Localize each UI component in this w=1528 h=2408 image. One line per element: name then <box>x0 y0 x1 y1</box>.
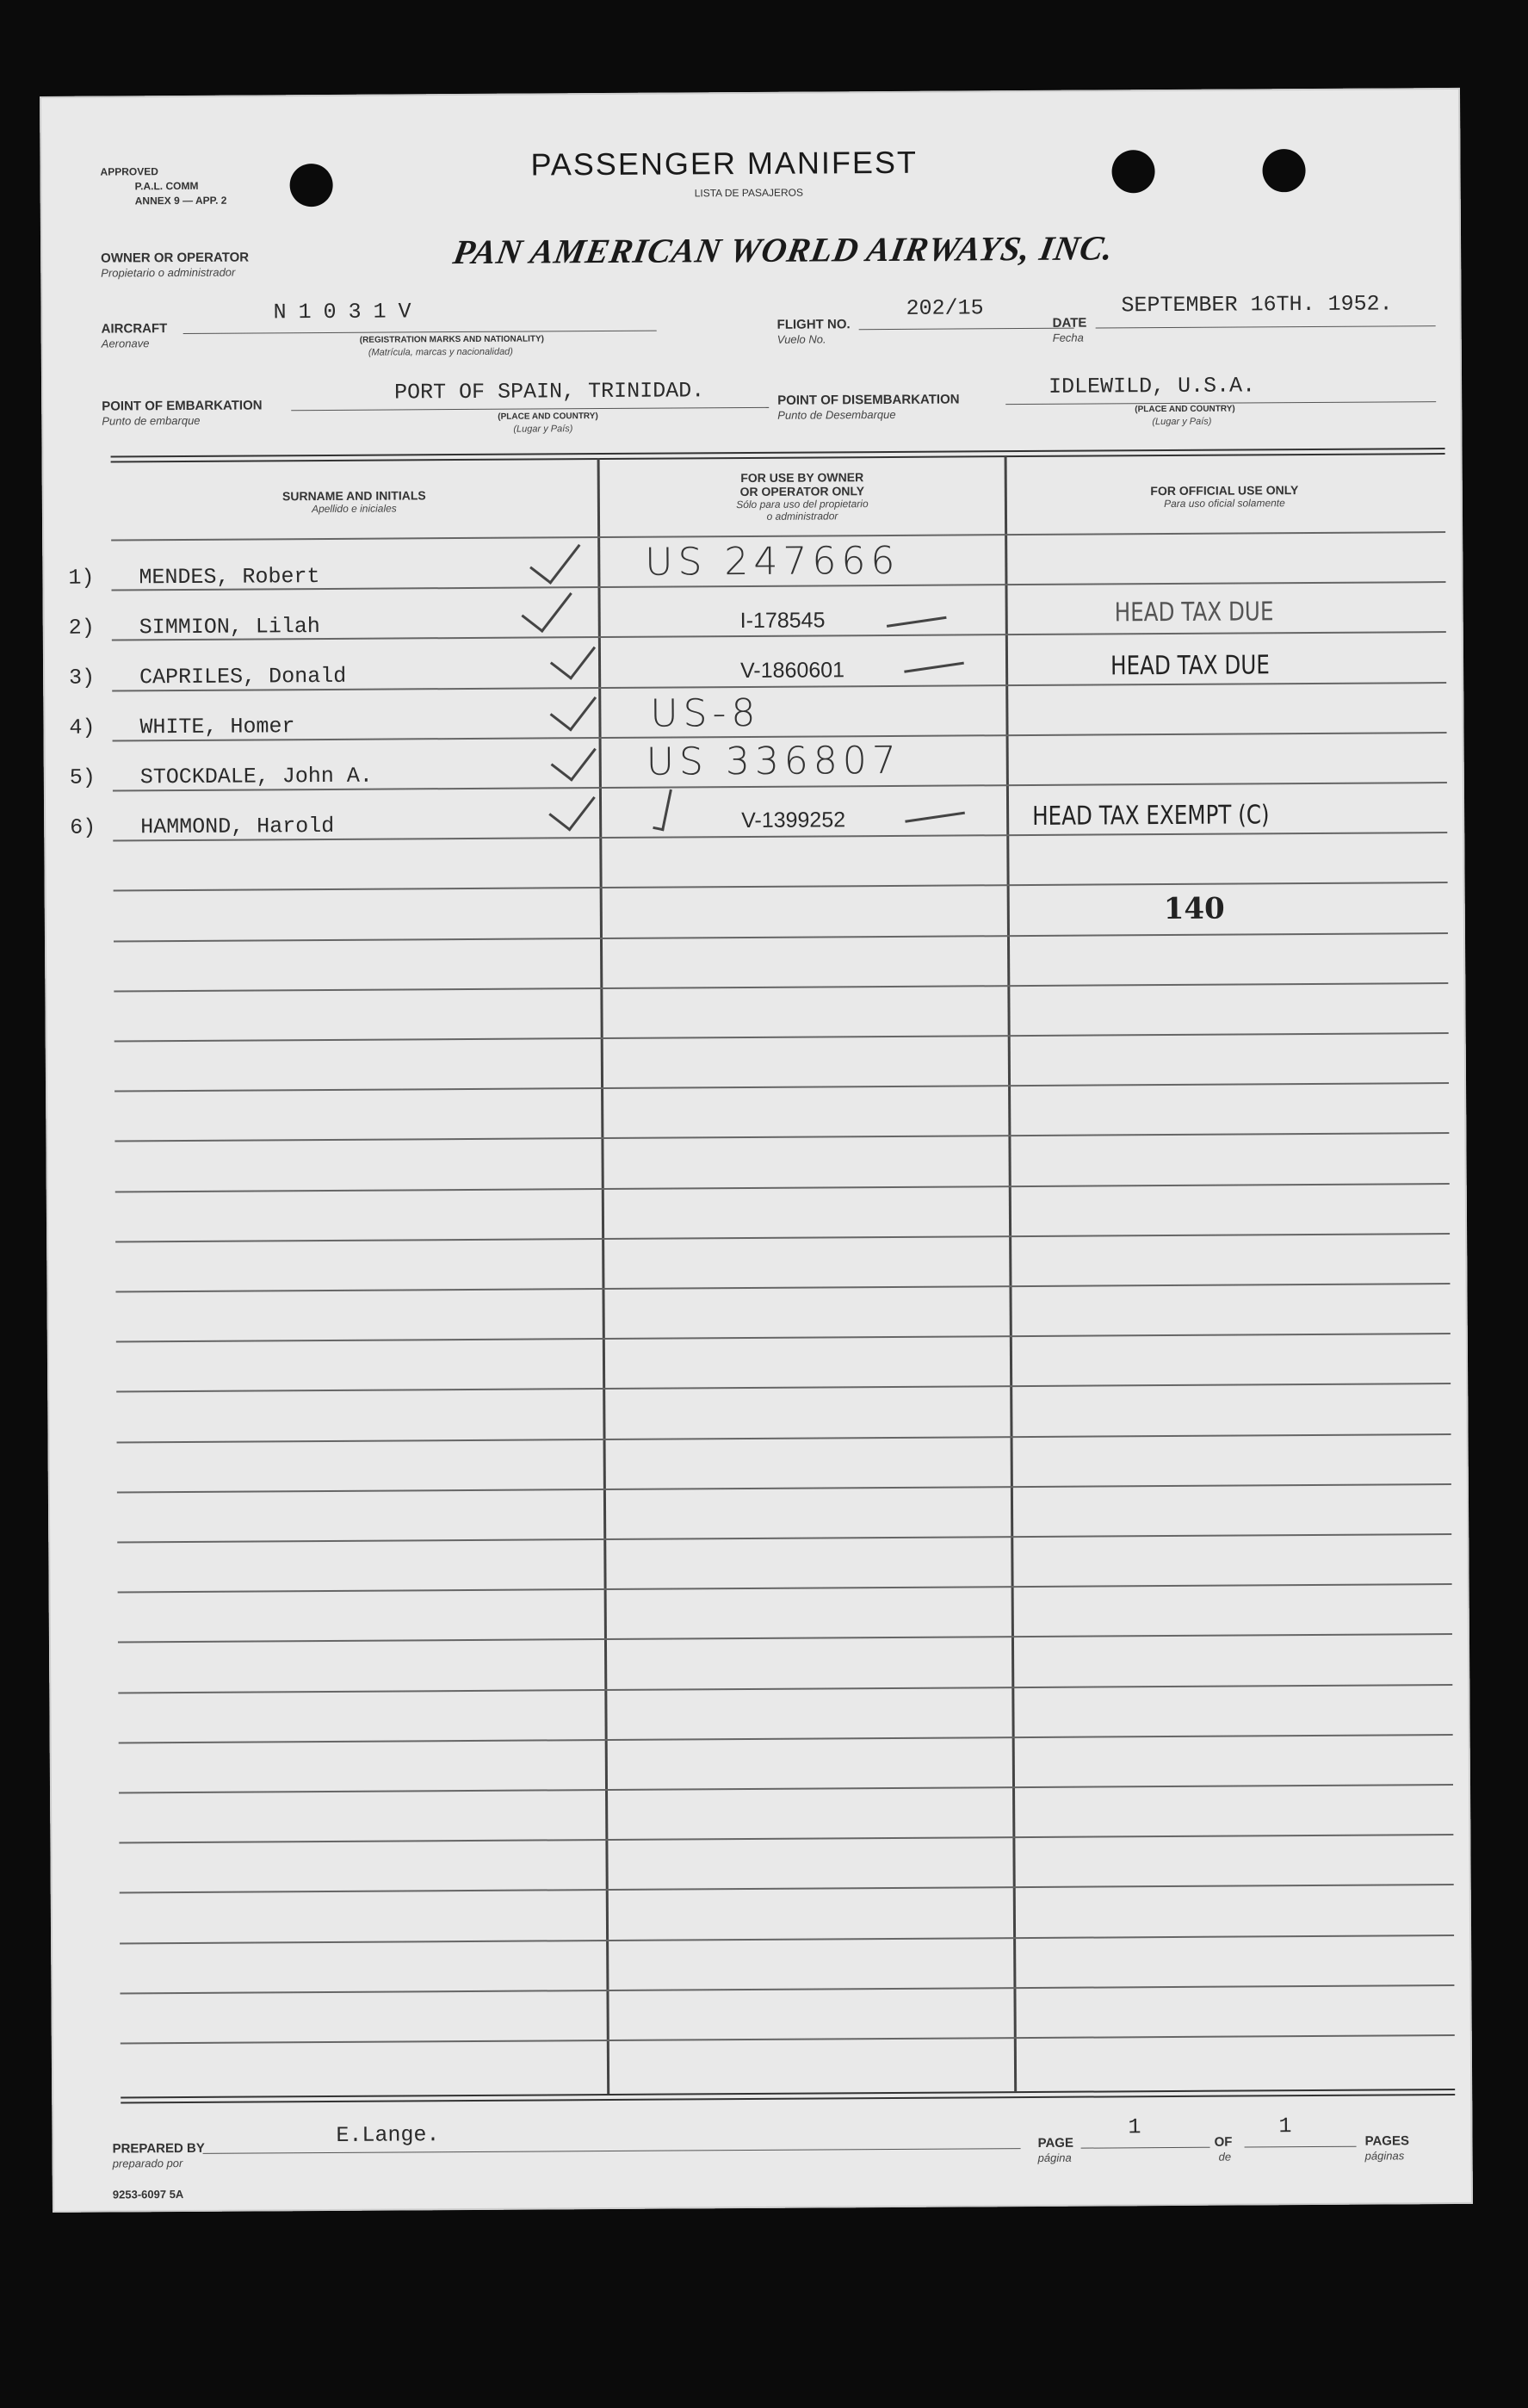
row-rule <box>116 1383 1451 1392</box>
row-rule <box>118 1684 1452 1693</box>
flight-label-es: Vuelo No. <box>776 332 826 346</box>
row-number: 4) <box>69 715 96 740</box>
row-rule <box>120 1934 1454 1944</box>
of-label-es: de <box>1218 2150 1232 2163</box>
approval-line: P.A.L. COMM <box>134 179 199 193</box>
dash-mark <box>905 812 965 823</box>
embarkation-underline <box>291 407 769 411</box>
disembarkation-label-es: Punto de Desembarque <box>777 407 896 422</box>
flight-underline <box>859 328 1074 331</box>
col-header-text-es: Sólo para uso del propietario <box>736 498 869 511</box>
row-rule <box>120 1884 1454 1893</box>
row-rule <box>119 1834 1453 1843</box>
row-rule <box>121 2034 1455 2044</box>
official-entry: HEAD TAX DUE <box>1114 597 1274 628</box>
row-number: 2) <box>68 615 95 641</box>
registration-note: (REGISTRATION MARKS AND NATIONALITY) <box>359 334 545 345</box>
operator-entry: US 336807 <box>646 738 901 784</box>
form-number: 9253-6097 5A <box>112 2188 184 2201</box>
official-entry: HEAD TAX EXEMPT (C) <box>1032 800 1270 832</box>
approval-block <box>100 164 226 209</box>
col-header-text-es: Para uso oficial solamente <box>1163 497 1285 511</box>
owner-label: OWNER OR OPERATOR <box>101 250 250 266</box>
flight-label: FLIGHT NO. <box>776 317 851 332</box>
row-rule <box>115 1183 1450 1192</box>
col-header-official <box>1007 482 1442 511</box>
passenger-name: CAPRILES, Donald <box>139 663 347 690</box>
form-title-es: LISTA DE PASAJEROS <box>694 186 804 200</box>
pages-label-es: páginas <box>1364 2149 1405 2163</box>
official-total: 140 <box>1163 891 1225 927</box>
of-underline <box>1245 2146 1357 2148</box>
registration-note-es: (Matrícula, marcas y nacionalidad) <box>368 346 513 358</box>
operator-entry: I-178545 <box>739 608 826 634</box>
row-rule <box>114 932 1448 942</box>
row-rule <box>118 1583 1452 1593</box>
operator-entry: V-1399252 <box>741 808 846 833</box>
aircraft-value: N1031V <box>273 299 424 325</box>
row-rule <box>118 1633 1452 1643</box>
row-number: 1) <box>68 565 95 591</box>
row-number: 3) <box>69 665 96 690</box>
dash-mark <box>904 662 964 673</box>
approval-line: ANNEX 9 — APP. 2 <box>134 194 227 207</box>
aircraft-label-es: Aeronave <box>101 337 150 350</box>
row-number: 6) <box>70 814 96 840</box>
date-label-es: Fecha <box>1052 331 1084 344</box>
dash-mark <box>887 616 947 628</box>
operator-entry: US 247666 <box>645 538 900 585</box>
page-label-es: página <box>1037 2151 1072 2164</box>
owner-label-es: Propietario o administrador <box>101 265 236 280</box>
row-rule <box>119 1784 1453 1793</box>
check-mark <box>551 734 597 782</box>
passenger-name: MENDES, Robert <box>139 564 320 591</box>
row-rule <box>114 1132 1449 1142</box>
col-header-operator <box>600 469 1005 523</box>
embarkation-label: POINT OF EMBARKATION <box>102 398 263 414</box>
column-divider <box>597 458 610 2094</box>
form-title: PASSENGER MANIFEST <box>530 144 919 183</box>
approval-line: APPROVED <box>100 165 158 178</box>
check-mark <box>548 782 595 832</box>
passenger-name: SIMMION, Lilah <box>139 614 320 641</box>
disembarkation-label: POINT OF DISEMBARKATION <box>777 392 960 408</box>
col-header-text-es: o administrador <box>766 510 838 523</box>
of-value: 1 <box>1278 2114 1292 2139</box>
date-label: DATE <box>1052 315 1087 331</box>
row-rule <box>114 982 1448 992</box>
embarkation-label-es: Punto de embarque <box>102 413 201 428</box>
prepared-underline <box>203 2148 1021 2154</box>
page-value: 1 <box>1128 2114 1141 2140</box>
pages-label: PAGES <box>1364 2133 1409 2149</box>
embarkation-value: PORT OF SPAIN, TRINIDAD. <box>394 378 705 405</box>
prepared-label-es: preparado por <box>112 2157 183 2170</box>
aircraft-underline <box>183 331 657 334</box>
page-label: PAGE <box>1037 2135 1074 2151</box>
disembarkation-value: IDLEWILD, U.S.A. <box>1048 373 1256 399</box>
of-label: OF <box>1214 2134 1233 2150</box>
column-divider <box>1005 455 1018 2091</box>
row-rule <box>114 1032 1449 1042</box>
punch-hole <box>1262 149 1305 192</box>
row-rule <box>120 1984 1454 1994</box>
manifest-sheet <box>40 88 1473 2213</box>
passenger-name: STOCKDALE, John A. <box>139 763 373 790</box>
check-mark <box>550 632 596 680</box>
operator-entry: US-8 <box>650 690 761 736</box>
row-rule <box>119 1734 1453 1743</box>
flight-value: 202/15 <box>906 295 984 321</box>
row-rule <box>116 1333 1451 1342</box>
place-note: (PLACE AND COUNTRY) <box>498 412 598 422</box>
row-rule <box>117 1433 1451 1443</box>
row-rule <box>115 1283 1450 1292</box>
punch-hole <box>1111 150 1154 193</box>
passenger-name: WHITE, Homer <box>139 714 295 740</box>
operator-entry: V-1860601 <box>740 658 845 684</box>
prepared-value: E.Lange. <box>336 2122 440 2148</box>
col-header-text: SURNAME AND INITIALS <box>281 488 426 504</box>
row-rule <box>114 1082 1449 1092</box>
place-note-es: (Lugar y País) <box>513 424 573 435</box>
row-rule <box>115 1233 1450 1242</box>
date-value: SEPTEMBER 16TH. 1952. <box>1121 291 1393 319</box>
row-rules <box>40 88 1460 96</box>
check-mark <box>653 788 672 832</box>
date-underline <box>1096 325 1436 328</box>
place-note: (PLACE AND COUNTRY) <box>1135 404 1235 415</box>
col-header-text-es: Apellido e iniciales <box>312 502 397 516</box>
col-header-text: FOR USE BY OWNER <box>740 470 864 486</box>
official-entry: HEAD TAX DUE <box>1110 650 1270 682</box>
row-rule <box>114 882 1448 891</box>
check-mark <box>550 682 597 732</box>
col-header-text: OR OPERATOR ONLY <box>739 484 865 499</box>
col-header-surname <box>111 487 597 516</box>
aircraft-label: AIRCRAFT <box>101 321 168 337</box>
place-note-es: (Lugar y País) <box>1152 416 1212 428</box>
prepared-label: PREPARED BY <box>112 2140 205 2157</box>
row-rule <box>117 1533 1451 1543</box>
passenger-name: HAMMOND, Harold <box>140 813 335 840</box>
page-underline <box>1081 2147 1210 2149</box>
airline-name: PAN AMERICAN WORLD AIRWAYS, INC. <box>450 228 1117 272</box>
col-header-text: FOR OFFICIAL USE ONLY <box>1150 483 1299 498</box>
row-rule <box>117 1483 1451 1493</box>
punch-hole <box>289 164 332 207</box>
row-number: 5) <box>69 764 96 790</box>
